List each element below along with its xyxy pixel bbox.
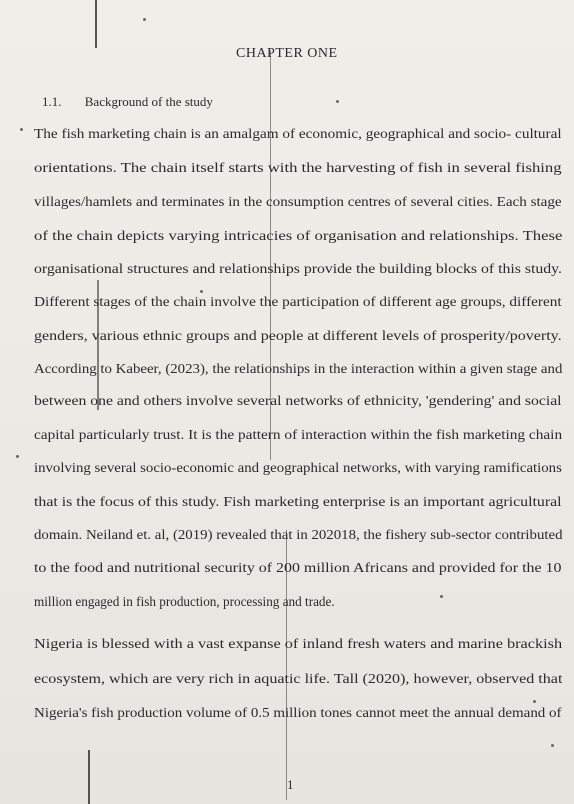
- section-number: 1.1.: [42, 94, 62, 109]
- section-title: Background of the study: [84, 94, 213, 109]
- speck: [200, 290, 203, 293]
- page-number: 1: [287, 777, 294, 792]
- text-line: villages/hamlets and terminates in the consumption centres of several cities. Each stage: [34, 194, 562, 209]
- text-line: million engaged in fish production, processing and trade.: [34, 594, 335, 609]
- text-line: capital particularly trust. It is the pattern of interaction within the fish marketing chain: [34, 427, 563, 442]
- text-line: domain. Neiland et. al, (2019) revealed that in 202018, the fishery sub-sector contributed: [34, 527, 563, 542]
- text-line: between one and others involve several networks of ethnicity, 'gendering' and social: [34, 393, 562, 408]
- text-line: Nigeria is blessed with a vast expanse of inland fresh waters and marine brackish: [34, 636, 563, 651]
- text-line: genders, various ethnic groups and people at different levels of prosperity/poverty.: [34, 328, 562, 343]
- speck: [440, 595, 443, 598]
- text-line: involving several socio-economic and geographical networks, with varying ramifications: [34, 460, 562, 475]
- text-line: Nigeria's fish production volume of 0.5 million tones cannot meet the annual demand of: [34, 705, 562, 720]
- text-line: organisational structures and relationships provide the building blocks of this study.: [34, 261, 562, 276]
- margin-rule-top: [95, 0, 97, 48]
- text-line: Different stages of the chain involve the participation of different age groups, different: [34, 294, 562, 309]
- text-line: orientations. The chain itself starts with the harvesting of fish in several fishing: [34, 160, 562, 175]
- chapter-title: CHAPTER ONE: [236, 46, 338, 61]
- speck: [143, 18, 146, 21]
- speck: [533, 700, 536, 703]
- text-line: to the food and nutritional security of 200 million Africans and provided for the 10: [34, 560, 562, 575]
- text-line: that is the focus of this study. Fish marketing enterprise is an important agricultural: [34, 494, 562, 509]
- speck: [20, 128, 23, 131]
- section-heading: [42, 94, 213, 110]
- speck: [16, 455, 19, 458]
- margin-rule-bottom: [88, 750, 90, 804]
- text-line: ecosystem, which are very rich in aquatic life. Tall (2020), however, observed that: [34, 671, 563, 686]
- text-line: of the chain depicts varying intricacies of organisation and relationships. These: [34, 228, 563, 243]
- speck: [551, 744, 554, 747]
- speck: [336, 100, 339, 103]
- text-line: The fish marketing chain is an amalgam of economic, geographical and socio- cultural: [34, 126, 562, 141]
- text-line: According to Kabeer, (2023), the relationships in the interaction within a given stage and: [34, 361, 563, 376]
